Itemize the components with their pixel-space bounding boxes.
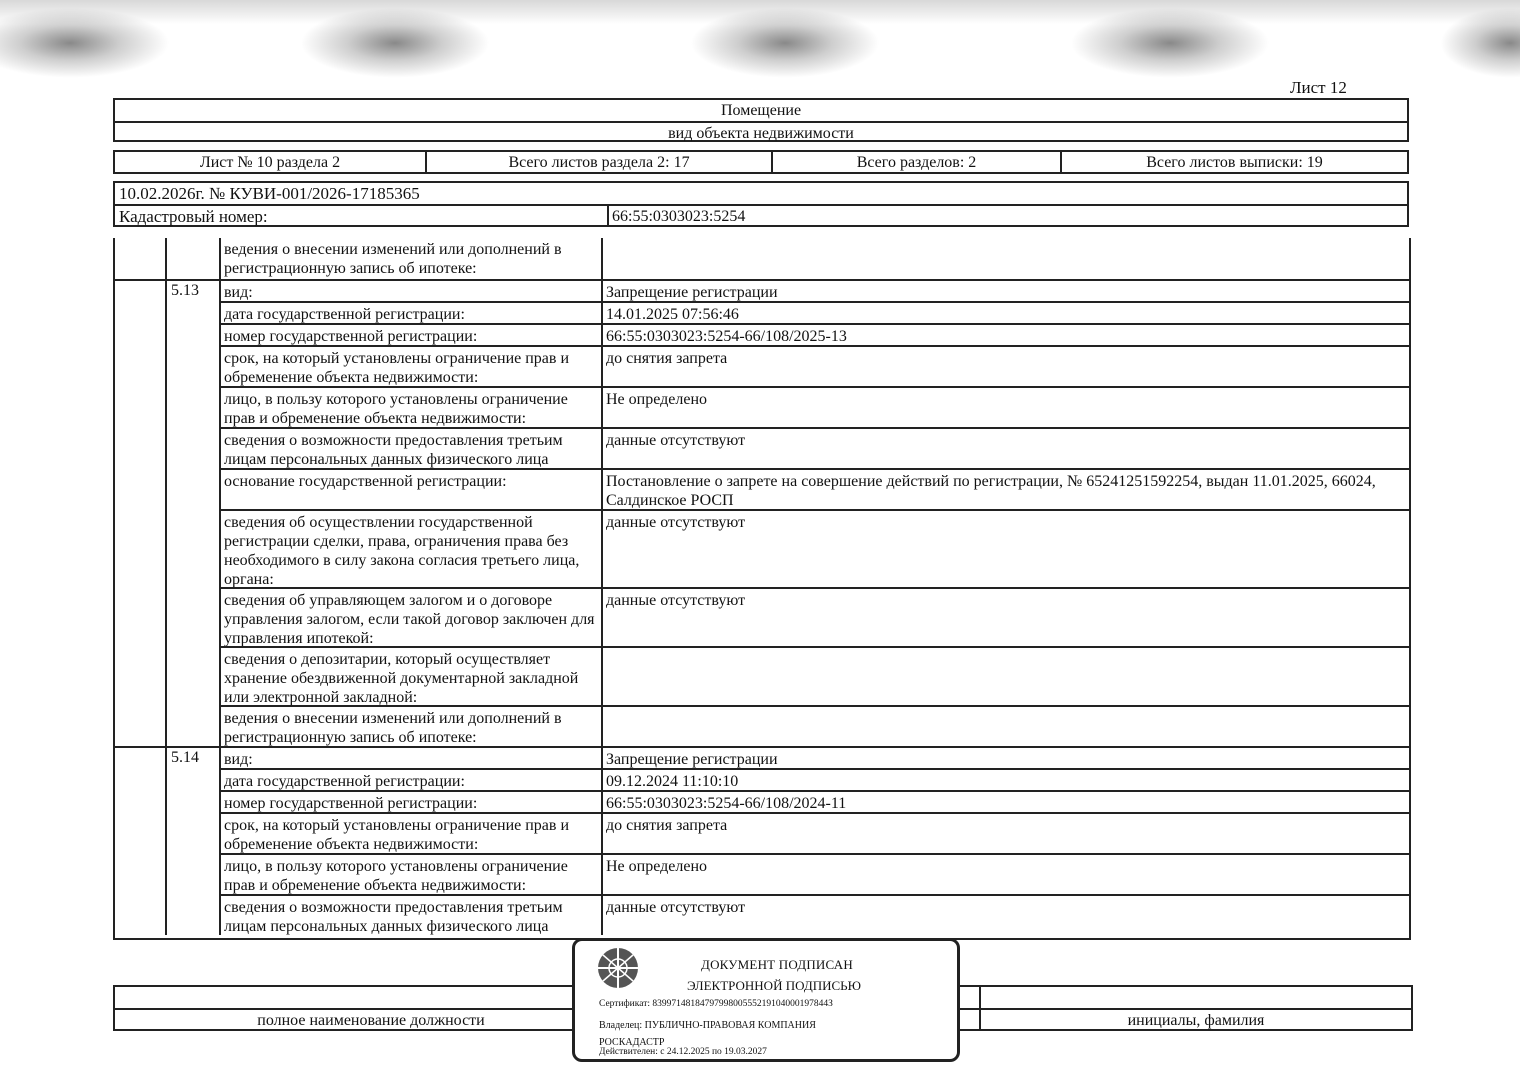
row-margin-cell [115,705,167,746]
row-value: до снятия запрета [603,345,1409,386]
row-number [167,587,221,646]
row-label: номер государственной регистрации: [221,323,603,345]
row-label: ведения о внесении изменений или дополнений в регистрационную запись об ипотеке: [221,705,603,746]
row-value: Запрещение регистрации [606,751,778,768]
row-label: вид: [221,281,603,301]
row-margin-cell [115,238,167,279]
row-margin-cell [115,646,167,705]
stamp-owner: Владелец: ПУБЛИЧНО-ПРАВОВАЯ КОМПАНИЯ РОСКАДАСТР [599,1020,816,1048]
row-number: 5.13 [167,281,221,301]
row-label: лицо, в пользу которого установлены ограничение прав и обременение объекта недвижимости: [221,853,603,894]
row-label: сведения о возможности предоставления третьим лицам персональных данных физического лица [221,894,603,935]
row-margin-cell [115,748,167,768]
row-number [167,812,221,853]
table-row [115,345,1409,386]
sheet-label: Лист 12 [1290,78,1347,97]
row-value: 09.12.2024 11:10:10 [603,768,1409,790]
row-margin-cell [115,768,167,790]
row-margin-cell [115,386,167,427]
table-row [115,468,1409,509]
row-value: данные отсутствуют [603,587,1409,646]
row-margin-cell [115,427,167,468]
scan-smudge [1070,8,1270,78]
table-row [115,812,1409,853]
table-row [115,705,1409,746]
row-label: лицо, в пользу которого установлены ограничение прав и обременение объекта недвижимости: [221,386,603,427]
table-row [115,646,1409,705]
table-row [115,790,1409,812]
row-value: 66:55:0303023:5254-66/108/2024-11 [603,790,1409,812]
row-number [167,790,221,812]
row-label: основание государственной регистрации: [221,468,603,509]
object-name: Помещение [720,102,802,119]
row-number [167,468,221,509]
rosreestr-logo-icon [597,947,639,989]
row-number: 5.14 [167,748,221,768]
row-label: сведения о депозитарии, который осуществляет хранение обездвиженной документарной закладной или электронной закладной: [221,646,603,705]
table-row [115,386,1409,427]
row-label: сведения об управляющем залогом и о договоре управления залогом, если такой договор заключен для управления ипотекой: [221,587,603,646]
row-value: до снятия запрета [603,812,1409,853]
row-margin-cell [115,301,167,323]
row-value: 66:55:0303023:5254-66/108/2025-13 [603,323,1409,345]
row-number [167,386,221,427]
cadastral-label: Кадастровый номер: [115,206,609,227]
object-header [113,98,1409,142]
encumbrance-table [113,238,1411,940]
row-label: дата государственной регистрации: [221,768,603,790]
row-number [167,853,221,894]
sheet-of-section: Лист № 10 раздела 2 [115,152,427,172]
row-value: данные отсутствуют [603,427,1409,468]
position-caption: полное наименование должности [257,1012,485,1029]
row-number [167,427,221,468]
table-row [115,301,1409,323]
row-margin-cell [115,812,167,853]
row-value [603,705,1409,746]
stamp-certificate: Сертификат: 8399714818479799800555219104000197844З [599,999,833,1009]
row-margin-cell [115,587,167,646]
row-number [167,323,221,345]
e-signature-stamp [572,938,960,1062]
stamp-validity: Действителен: с 24.12.2025 по 19.03.2027 [599,1047,767,1057]
row-margin-cell [115,281,167,301]
row-margin-cell [115,323,167,345]
row-number [167,301,221,323]
row-number [167,894,221,935]
row-number [167,345,221,386]
table-row [115,279,1409,301]
stamp-line2: ЭЛЕКТРОННОЙ ПОДПИСЬЮ [687,978,861,993]
row-value: 14.01.2025 07:56:46 [603,301,1409,323]
name-caption: инициалы, фамилия [1127,1012,1265,1029]
table-row [115,853,1409,894]
row-margin-cell [115,345,167,386]
row-value: Не определено [603,386,1409,427]
row-label: ведения о внесении изменений или дополнений в регистрационную запись об ипотеке: [221,238,603,279]
table-row [115,509,1409,587]
table-row [115,746,1409,768]
cadastral-value: 66:55:0303023:5254 [612,208,746,225]
scan-smudge [300,8,490,78]
row-value: Постановление о запрете на совершение действий по регистрации, № 65241251592254, выдан 11.01.2025, 66024, Салдинское РОСП [603,468,1409,509]
table-row [115,427,1409,468]
row-label: номер государственной регистрации: [221,790,603,812]
row-value: Не определено [603,853,1409,894]
object-type-caption: вид объекта недвижимости [115,121,1407,144]
table-row [115,587,1409,646]
doc-ref: 10.02.2026г. № КУВИ-001/2026-17185365 [115,183,1407,206]
row-number [167,705,221,746]
row-label: дата государственной регистрации: [221,301,603,323]
row-margin-cell [115,790,167,812]
stamp-line1: ДОКУМЕНТ ПОДПИСАН [701,957,853,972]
table-row [115,894,1409,935]
table-row [115,238,1409,279]
table-row [115,768,1409,790]
row-label: срок, на который установлены ограничение прав и обременение объекта недвижимости: [221,345,603,386]
row-label: срок, на который установлены ограничение прав и обременение объекта недвижимости: [221,812,603,853]
row-number [167,509,221,587]
row-margin-cell [115,468,167,509]
row-number [167,646,221,705]
row-margin-cell [115,894,167,935]
total-sheets-extract: Всего листов выписки: 19 [1146,154,1323,171]
row-margin-cell [115,853,167,894]
row-value: Запрещение регистрации [606,284,778,301]
row-number [167,768,221,790]
total-sections: Всего разделов: 2 [773,152,1062,172]
scan-smudge [690,8,880,78]
total-sheets-section: Всего листов раздела 2: 17 [427,152,773,172]
sheet-info-row [113,150,1409,174]
row-margin-cell [115,509,167,587]
row-value [603,238,1409,279]
row-value: данные отсутствуют [603,509,1409,587]
row-number [167,238,221,279]
row-value: данные отсутствуют [603,894,1409,935]
table-row [115,323,1409,345]
row-value [603,646,1409,705]
row-label: сведения о возможности предоставления третьим лицам персональных данных физического лица [221,427,603,468]
document-reference [113,181,1409,227]
row-label: сведения об осуществлении государственной регистрации сделки, права, ограничения права без необходимого в силу закона согласия третьего лица, органа: [221,509,603,587]
row-label: вид: [221,748,603,768]
